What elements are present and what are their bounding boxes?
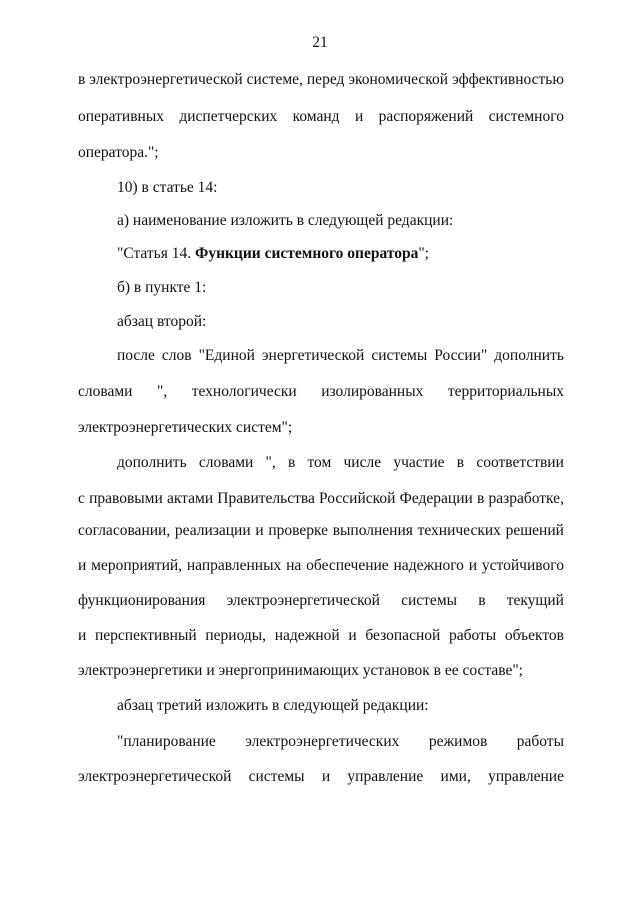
word: на (286, 557, 302, 574)
word: России" (434, 347, 488, 364)
word: Российской (319, 490, 396, 507)
text-line-10 (78, 381, 564, 403)
word: периоды, (205, 627, 267, 644)
text-line-5: а) наименование изложить в следующей редакции: (117, 212, 454, 229)
text-line-8: абзац второй: (117, 313, 207, 330)
word: изолированных (321, 383, 424, 400)
word: с (78, 490, 85, 507)
text-line-18: электроэнергетики и энергопринимающих установок в ее составе"; (78, 662, 523, 679)
text-line-1 (78, 69, 564, 91)
word: в (476, 490, 485, 507)
word: перед (306, 71, 345, 88)
word: энергетической (261, 347, 365, 364)
word: безопасной (365, 627, 441, 644)
word: системного (488, 108, 564, 125)
word: актами (166, 490, 214, 507)
word: режимов (428, 733, 488, 750)
word: устойчивого (481, 557, 564, 574)
word: проверке (268, 522, 329, 539)
word: ", (265, 454, 276, 471)
text-line-9 (117, 345, 564, 367)
word: функционирования (78, 592, 206, 609)
text-line-11: электроэнергетических систем"; (78, 419, 293, 436)
text-line-19: абзац третий изложить в следующей редакции: (117, 697, 429, 714)
word: том (307, 454, 332, 471)
word: системе, (246, 71, 303, 88)
word: экономической (348, 71, 449, 88)
text-line-4: 10) в статье 14: (117, 179, 218, 196)
word: и (348, 627, 357, 644)
word: электроэнергетической (226, 592, 380, 609)
text-line-14 (78, 520, 564, 542)
word: Федерации (399, 490, 473, 507)
word: эффективностью (452, 71, 564, 88)
word: и (255, 522, 264, 539)
text-line-16 (78, 590, 564, 612)
word: электроэнергетических (245, 733, 400, 750)
text-line-3: оператора."; (78, 144, 159, 161)
word: Правительства (217, 490, 315, 507)
word: диспетчерских (179, 108, 278, 125)
text-line-7: б) в пункте 1: (117, 279, 207, 296)
word: правовыми (89, 490, 163, 507)
article-heading-title: Функции системного оператора (195, 245, 419, 262)
word: электроэнергетической (89, 71, 243, 88)
word: объектов (504, 627, 564, 644)
word: оперативных (78, 108, 164, 125)
word: и (78, 627, 87, 644)
text-line-21 (78, 766, 564, 788)
word: соответствии (476, 454, 564, 471)
text-line-15 (78, 555, 564, 577)
word: участие (393, 454, 445, 471)
word: "планирование (117, 733, 216, 750)
word: в (478, 592, 486, 609)
word: после (117, 347, 155, 364)
word: дополнить (117, 454, 187, 471)
word: территориальных (447, 383, 564, 400)
word: текущий (506, 592, 564, 609)
text-line-20 (117, 731, 564, 753)
text-line-12 (117, 452, 564, 474)
article-heading-line (117, 243, 564, 265)
word: работы (448, 627, 497, 644)
word: выполнения (332, 522, 413, 539)
word: и (354, 108, 364, 125)
word: команд (292, 108, 340, 125)
word: направленных (186, 557, 282, 574)
word: и (321, 768, 331, 785)
word: системы (371, 347, 428, 364)
word: электроэнергетической (78, 768, 232, 785)
page-number: 21 (312, 34, 328, 51)
word: ", (157, 383, 168, 400)
text-line-2 (78, 106, 564, 128)
word: надежного (393, 557, 464, 574)
word: разработке, (488, 490, 564, 507)
word: слов (161, 347, 192, 364)
word: системы (401, 592, 458, 609)
word: управление (347, 768, 424, 785)
article-heading-prefix: "Статья 14. (117, 245, 195, 262)
word: технических (417, 522, 501, 539)
word: распоряжений (378, 108, 474, 125)
word: "Единой (198, 347, 255, 364)
word: работы (516, 733, 564, 750)
word: решений (505, 522, 564, 539)
word: дополнить (494, 347, 564, 364)
word: системы (248, 768, 305, 785)
article-heading-suffix: "; (418, 245, 429, 262)
text-line-13 (78, 488, 564, 510)
word: обеспечение (306, 557, 389, 574)
word: в (456, 454, 465, 471)
word: словами (198, 454, 254, 471)
word: управление (488, 768, 564, 785)
word: перспективный (94, 627, 197, 644)
word: реализации (174, 522, 251, 539)
word: числе (343, 454, 382, 471)
word: технологически (191, 383, 297, 400)
word: словами (78, 383, 133, 400)
word: надежной (274, 627, 340, 644)
word: и (78, 557, 87, 574)
word: в (287, 454, 296, 471)
word: мероприятий, (91, 557, 183, 574)
word: ими, (440, 768, 471, 785)
word: и (468, 557, 478, 574)
word: в (78, 71, 86, 88)
text-line-17 (78, 625, 564, 647)
word: согласовании, (78, 522, 171, 539)
